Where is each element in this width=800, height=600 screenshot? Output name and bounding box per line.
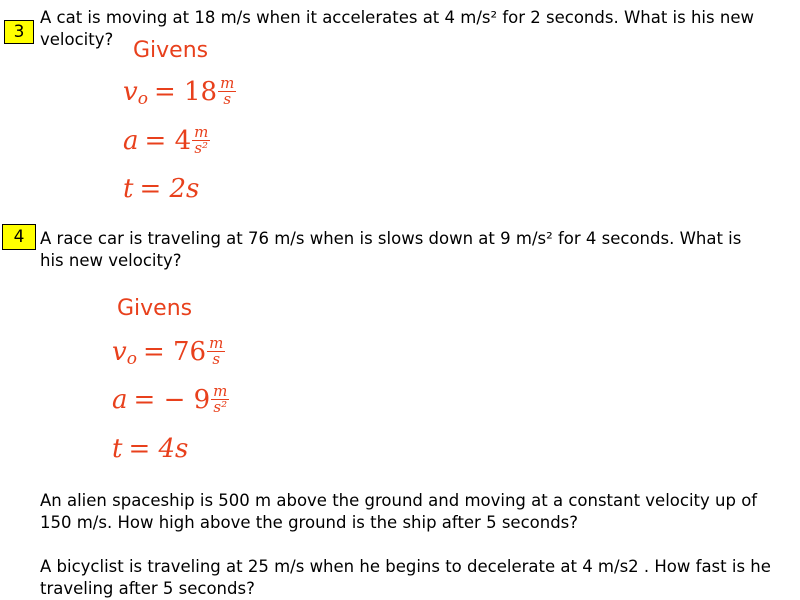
- equation-time: [123, 174, 199, 204]
- unit-numerator: m: [209, 334, 224, 352]
- givens-label: Givens: [117, 296, 193, 321]
- eq-lhs: v: [123, 76, 138, 107]
- unit-fraction: [207, 336, 225, 367]
- problem-number-badge: 4: [2, 224, 36, 250]
- equation-acceleration: [123, 125, 210, 156]
- unit-denominator: s: [223, 90, 232, 108]
- eq-value: = 18: [153, 76, 218, 107]
- spaceship-problem-text: An alien spaceship is 500 m above the ground and moving at a constant velocity up of 150 m/s. How high above the ground is the ship after 5 seconds?: [40, 491, 758, 532]
- problem-3-text: A cat is moving at 18 m/s when it accelerates at 4 m/s² for 2 seconds. What is his new velocity?: [40, 8, 754, 49]
- equation-initial-velocity: [112, 336, 225, 367]
- eq-value: = − 9: [133, 384, 211, 415]
- eq-value: = 76: [142, 336, 207, 367]
- unit-denominator: s: [212, 350, 221, 368]
- eq-value: = 4: [144, 125, 192, 156]
- unit-numerator: m: [220, 74, 235, 92]
- eq-lhs: a: [112, 384, 128, 415]
- equation-initial-velocity: [123, 76, 236, 107]
- unit-fraction: [211, 384, 229, 415]
- eq-sub: o: [126, 348, 137, 369]
- unit-denominator: s²: [213, 398, 228, 416]
- unit-fraction: [192, 125, 210, 156]
- equation-acceleration: [112, 384, 229, 415]
- problem-number-badge: 3: [4, 20, 34, 44]
- eq-lhs: v: [112, 336, 127, 367]
- bicyclist-problem-text: A bicyclist is traveling at 25 m/s when he begins to decelerate at 4 m/s2 . How fast is he traveling after 5 seconds?: [40, 557, 771, 598]
- givens-label: Givens: [133, 38, 209, 63]
- unit-numerator: m: [213, 382, 228, 400]
- eq-lhs: a: [123, 125, 139, 156]
- unit-numerator: m: [194, 123, 209, 141]
- unit-denominator: s²: [194, 139, 209, 157]
- eq-value: = 4s: [128, 434, 189, 464]
- eq-value: = 2s: [139, 174, 200, 204]
- eq-sub: o: [137, 88, 148, 109]
- problem-4-text: A race car is traveling at 76 m/s when is slows down at 9 m/s² for 4 seconds. What is his new velocity?: [40, 229, 742, 270]
- equation-time: [112, 434, 188, 464]
- eq-lhs: t: [123, 174, 134, 204]
- unit-fraction: [218, 76, 236, 107]
- eq-lhs: t: [112, 434, 123, 464]
